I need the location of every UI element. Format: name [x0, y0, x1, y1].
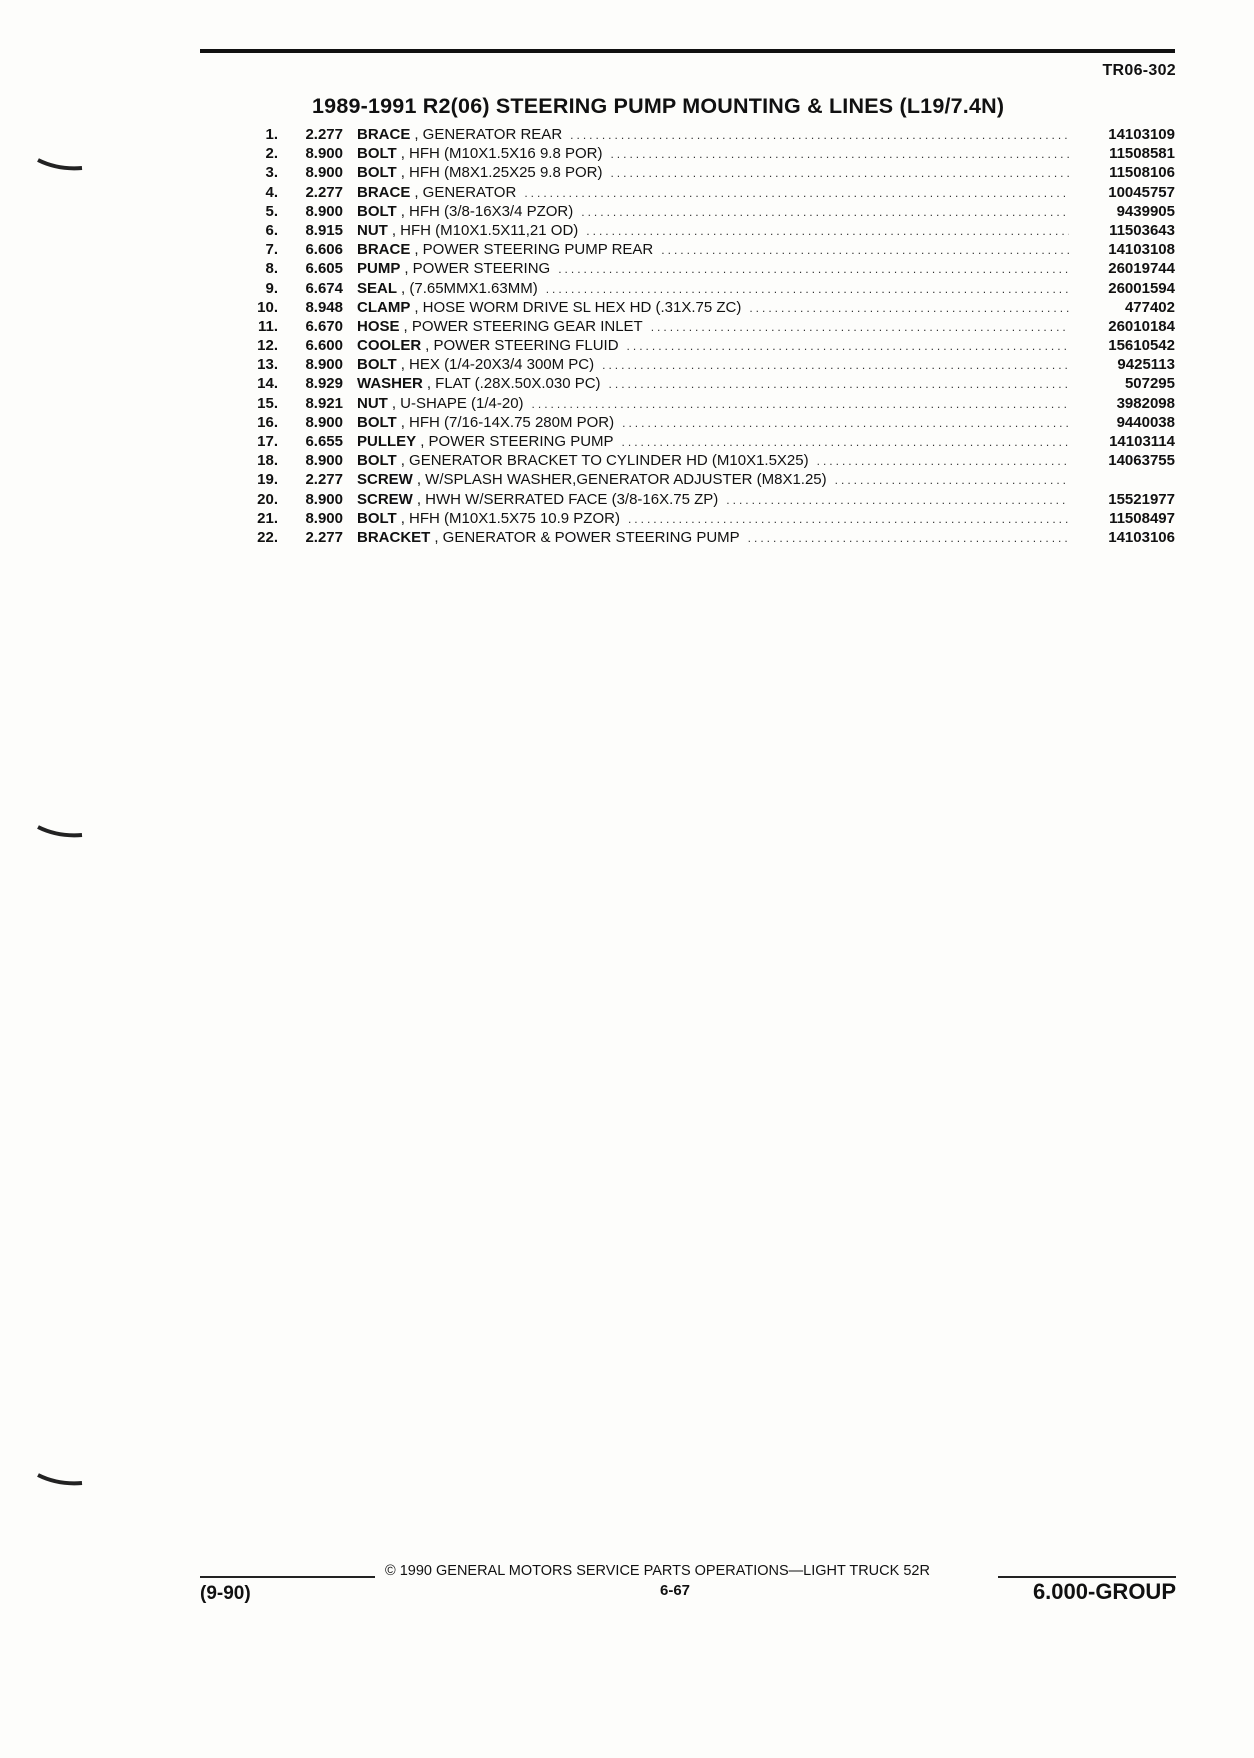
parts-row: [250, 240, 1175, 259]
part-detail: , (7.65MMX1.63MM): [401, 279, 538, 297]
part-number: 14103109: [1108, 126, 1175, 143]
part-description: [357, 317, 1075, 337]
part-number: 10045757: [1108, 183, 1175, 201]
part-description: [357, 451, 1075, 471]
part-number: 15610542: [1108, 337, 1175, 355]
header-rule: [200, 49, 1175, 53]
parts-row: [250, 221, 1175, 240]
part-number: 3982098: [1116, 394, 1175, 412]
part-number: 9425113: [1117, 356, 1175, 374]
part-description: [357, 355, 1075, 375]
part-detail: , HFH (7/16-14X.75 280M POR): [400, 413, 615, 431]
group-number: 8.929: [305, 375, 343, 393]
copyright-notice: © 1990 GENERAL MOTORS SERVICE PARTS OPERATIONS—LIGHT TRUCK 52R: [385, 1563, 930, 1579]
part-description: [357, 202, 1075, 222]
part-number: 14103108: [1108, 241, 1175, 259]
part-description: [357, 298, 1075, 318]
group-number: 6.655: [305, 433, 343, 450]
dot-leader: [661, 241, 1069, 260]
part-number: 11508497: [1109, 509, 1175, 527]
part-name: BOLT: [357, 413, 397, 431]
item-number: 11.: [257, 317, 278, 335]
part-name: BOLT: [357, 202, 397, 220]
group-number: 8.900: [305, 356, 343, 374]
part-name: BOLT: [357, 356, 397, 374]
parts-row: [250, 470, 1175, 489]
part-description: [357, 374, 1075, 394]
part-description: [357, 394, 1075, 414]
group-number: 2.277: [305, 528, 343, 546]
item-number: 16.: [257, 413, 278, 431]
dot-leader: [524, 184, 1069, 203]
parts-row: [250, 125, 1175, 144]
part-number: 15521977: [1108, 490, 1175, 508]
part-detail: , GENERATOR REAR: [414, 126, 563, 143]
item-number: 5.: [265, 202, 278, 220]
part-detail: , HOSE WORM DRIVE SL HEX HD (.31X.75 ZC): [414, 298, 742, 316]
part-name: BRACKET: [357, 528, 431, 546]
item-number: 9.: [265, 279, 278, 297]
parts-row: [250, 279, 1175, 298]
group-number: 6.606: [305, 241, 343, 259]
part-number: 26001594: [1108, 279, 1175, 297]
dot-leader: [749, 299, 1069, 318]
part-name: SEAL: [357, 279, 398, 297]
part-name: BOLT: [357, 164, 397, 182]
dot-leader: [532, 395, 1069, 414]
group-number: 2.277: [305, 126, 343, 143]
part-detail: , W/SPLASH WASHER,GENERATOR ADJUSTER (M8X1.25): [416, 471, 827, 489]
part-name: BRACE: [357, 241, 411, 259]
part-detail: , HFH (M10X1.5X75 10.9 PZOR): [400, 509, 620, 527]
item-number: 7.: [265, 241, 278, 259]
part-name: BOLT: [357, 452, 397, 470]
part-detail: , GENERATOR BRACKET TO CYLINDER HD (M10X1.5X25): [400, 452, 809, 470]
item-number: 12.: [257, 337, 278, 355]
group-number: 6.600: [305, 337, 343, 355]
dot-leader: [602, 356, 1069, 375]
part-description: [357, 490, 1075, 510]
dot-leader: [558, 260, 1069, 279]
dot-leader: [610, 164, 1069, 183]
part-name: NUT: [357, 394, 388, 412]
item-number: 22.: [257, 528, 278, 546]
group-number: 8.900: [305, 202, 343, 220]
parts-row: [250, 336, 1175, 355]
group-number: 6.670: [305, 317, 343, 335]
group-number: 2.277: [305, 471, 343, 489]
item-number: 15.: [257, 394, 278, 412]
part-detail: , HFH (M10X1.5X16 9.8 POR): [400, 145, 603, 163]
item-number: 8.: [265, 260, 278, 278]
parts-row: [250, 183, 1175, 202]
part-name: PULLEY: [357, 433, 417, 450]
part-detail: , POWER STEERING PUMP: [420, 433, 614, 450]
dot-leader: [609, 375, 1069, 394]
part-description: [357, 528, 1075, 548]
part-number: 11508106: [1109, 164, 1175, 182]
parts-row: [250, 259, 1175, 278]
group-number: 6.674: [305, 279, 343, 297]
part-detail: , HEX (1/4-20X3/4 300M PC): [400, 356, 595, 374]
binder-hole-mark: [36, 825, 84, 839]
dot-leader: [748, 529, 1069, 548]
page-number: 6-67: [660, 1582, 691, 1599]
parts-row: [250, 298, 1175, 317]
part-number: 9439905: [1116, 202, 1175, 220]
dot-leader: [726, 491, 1069, 510]
part-description: [357, 163, 1075, 183]
item-number: 18.: [257, 452, 278, 470]
group-number: 8.900: [305, 164, 343, 182]
part-detail: , HFH (M8X1.25X25 9.8 POR): [400, 164, 603, 182]
item-number: 17.: [257, 433, 278, 450]
group-number: 8.900: [305, 509, 343, 527]
parts-row: [250, 528, 1175, 547]
item-number: 19.: [257, 471, 278, 489]
parts-row: [250, 144, 1175, 163]
footer-rule: [998, 1576, 1176, 1578]
group-label: 6.000-GROUP: [1032, 1579, 1176, 1604]
dot-leader: [546, 280, 1069, 299]
part-name: BRACE: [357, 183, 411, 201]
part-detail: , HWH W/SERRATED FACE (3/8-16X.75 ZP): [416, 490, 719, 508]
part-number: 14103114: [1109, 433, 1175, 450]
part-description: [357, 221, 1075, 241]
item-number: 4.: [265, 183, 278, 201]
group-number: 8.900: [305, 490, 343, 508]
group-number: 6.605: [305, 260, 343, 278]
part-description: [357, 183, 1075, 203]
part-number: 507295: [1124, 375, 1175, 393]
part-description: [357, 432, 1075, 452]
part-name: HOSE: [357, 317, 400, 335]
dot-leader: [581, 203, 1069, 222]
part-number: 11503643: [1109, 221, 1175, 239]
part-name: BRACE: [357, 126, 411, 143]
part-name: BOLT: [357, 509, 397, 527]
parts-row: [250, 394, 1175, 413]
footer-rule: [200, 1576, 375, 1578]
item-number: 21.: [257, 509, 278, 527]
item-number: 10.: [257, 298, 278, 316]
dot-leader: [628, 510, 1069, 529]
parts-row: [250, 163, 1175, 182]
parts-row: [250, 317, 1175, 336]
part-detail: , GENERATOR & POWER STEERING PUMP: [434, 528, 740, 546]
parts-row: [250, 202, 1175, 221]
item-number: 20.: [257, 490, 278, 508]
part-detail: , POWER STEERING FLUID: [425, 337, 619, 355]
part-number: 11508581: [1109, 145, 1175, 163]
parts-row: [250, 509, 1175, 528]
group-number: 8.900: [305, 452, 343, 470]
part-description: [357, 240, 1075, 260]
group-number: 8.948: [305, 298, 343, 316]
parts-list: [250, 125, 1175, 547]
dot-leader: [586, 222, 1069, 241]
part-number: 14103106: [1108, 528, 1175, 546]
part-description: [357, 470, 1075, 490]
group-number: 8.921: [305, 394, 343, 412]
item-number: 6.: [265, 221, 278, 239]
item-number: 13.: [257, 356, 278, 374]
parts-row: [250, 355, 1175, 374]
dot-leader: [835, 471, 1069, 490]
parts-row: [250, 413, 1175, 432]
page-title: 1989-1991 R2(06) STEERING PUMP MOUNTING & LINES (L19/7.4N): [312, 94, 1005, 118]
part-detail: , HFH (3/8-16X3/4 PZOR): [400, 202, 574, 220]
page-id: TR06-302: [1102, 62, 1176, 79]
part-name: WASHER: [357, 375, 423, 393]
group-number: 8.900: [305, 413, 343, 431]
part-name: NUT: [357, 221, 388, 239]
item-number: 1.: [265, 126, 278, 143]
binder-hole-mark: [36, 1473, 84, 1487]
part-number: 26019744: [1108, 260, 1175, 278]
part-detail: , HFH (M10X1.5X11,21 OD): [391, 221, 579, 239]
part-detail: , POWER STEERING PUMP REAR: [414, 241, 654, 259]
part-number: 26010184: [1108, 317, 1175, 335]
dot-leader: [622, 433, 1069, 452]
part-name: BOLT: [357, 145, 397, 163]
part-description: [357, 144, 1075, 164]
dot-leader: [622, 414, 1069, 433]
parts-row: [250, 432, 1175, 451]
part-detail: , POWER STEERING: [404, 260, 551, 278]
parts-row: [250, 490, 1175, 509]
part-description: [357, 279, 1075, 299]
part-description: [357, 509, 1075, 529]
part-description: [357, 259, 1075, 279]
binder-hole-mark: [36, 158, 84, 172]
dot-leader: [627, 337, 1069, 356]
dot-leader: [651, 318, 1069, 337]
part-name: SCREW: [357, 471, 413, 489]
part-detail: , FLAT (.28X.50X.030 PC): [426, 375, 601, 393]
part-description: [357, 413, 1075, 433]
part-description: [357, 125, 1075, 145]
part-name: COOLER: [357, 337, 422, 355]
part-detail: , POWER STEERING GEAR INLET: [403, 317, 643, 335]
part-name: SCREW: [357, 490, 413, 508]
part-name: PUMP: [357, 260, 401, 278]
group-number: 2.277: [305, 183, 343, 201]
group-number: 8.915: [305, 221, 343, 239]
revision-date: (9-90): [200, 1583, 251, 1604]
part-number: 9440038: [1116, 413, 1175, 431]
dot-leader: [817, 452, 1069, 471]
parts-row: [250, 451, 1175, 470]
part-number: 14063755: [1108, 452, 1175, 470]
part-detail: , GENERATOR: [414, 183, 517, 201]
part-description: [357, 336, 1075, 356]
group-number: 8.900: [305, 145, 343, 163]
part-number: 477402: [1124, 298, 1175, 316]
item-number: 14.: [257, 375, 278, 393]
dot-leader: [570, 126, 1069, 145]
item-number: 3.: [265, 164, 278, 182]
part-detail: , U-SHAPE (1/4-20): [391, 394, 524, 412]
part-name: CLAMP: [357, 298, 411, 316]
item-number: 2.: [265, 145, 278, 163]
dot-leader: [610, 145, 1069, 164]
parts-row: [250, 374, 1175, 393]
